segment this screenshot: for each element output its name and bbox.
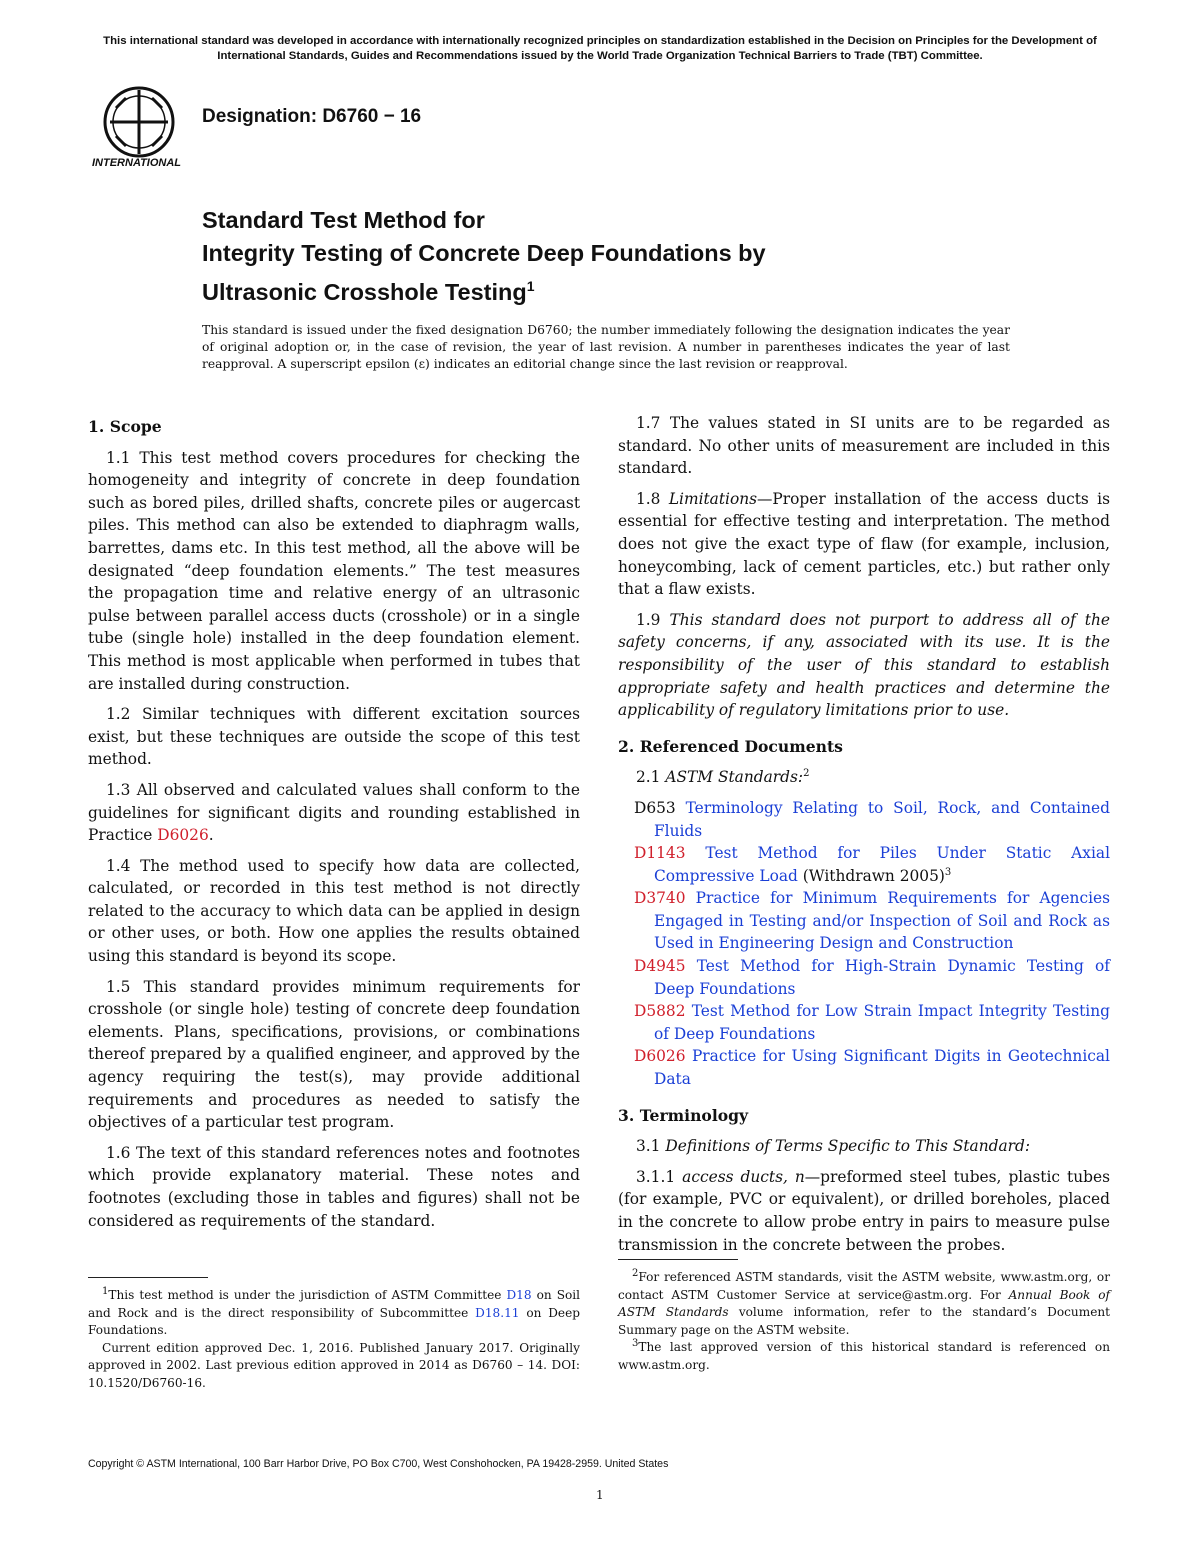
reference-title-link[interactable]: Practice for Minimum Requirements for Agencies Engaged in Testing and/or Inspection of Soil and Rock as Used in Engineering Design and Construction <box>654 889 1110 953</box>
paragraph-1-9 <box>618 609 1110 722</box>
paragraph-3-1-num: 3.1 <box>636 1137 666 1156</box>
footnote-1 <box>88 1287 580 1340</box>
top-notice: This international standard was developed in accordance with internationally recognized principles on standardization established in the Decision on Principles for the Development of International Standards, Guides and Recommendations issued by the World Trade Organization Technical Barriers to Trade (TBT) Committee. <box>103 35 1097 62</box>
paragraph-1-1: 1.1 This test method covers procedures for checking the homogeneity and integrity of concrete in deep foundation such as bored piles, drilled shafts, concrete piles or augercast piles. This method can also be extended to diaphragm walls, barrettes, dams etc. In this test method, all the above will be designated “deep foundation elements.” The test measures the propagation time and relative energy of an ultrasonic pulse between parallel access ducts (crosshole) or in a single tube (single hole) installed in the deep foundation element. This method is most applicable when performed in tubes that are installed during construction. <box>88 448 580 693</box>
footnote-1-mark: 1 <box>102 1285 109 1297</box>
footnotes-left <box>88 1287 580 1392</box>
footnote-1-text-a: This test method is under the jurisdiction of ASTM Committee <box>108 1288 507 1302</box>
paragraph-3-1-1 <box>618 1166 1110 1256</box>
reference-title-link[interactable]: Practice for Using Significant Digits in Geotechnical Data <box>654 1047 1110 1089</box>
paragraph-1-7: 1.7 The values stated in SI units are to be regarded as standard. No other units of measurement are included in this standard. <box>618 414 1110 478</box>
limitations-label: Limitations <box>668 489 758 508</box>
paragraph-1-2: 1.2 Similar techniques with different excitation sources exist, but these techniques are outside the scope of this test method. <box>88 705 580 769</box>
link-d6026[interactable]: D6026 <box>157 826 209 845</box>
paragraph-2-1-num: 2.1 <box>636 768 666 787</box>
left-column <box>88 412 580 1240</box>
reference-footnote-mark: 3 <box>944 866 952 878</box>
reference-item <box>618 887 1110 955</box>
reference-code[interactable]: D4945 <box>634 957 686 976</box>
reference-item <box>618 842 1110 887</box>
right-column <box>618 412 1110 1264</box>
title-footnote-mark: 1 <box>526 278 535 294</box>
astm-logo <box>86 86 192 170</box>
footnote-1-edition: Current edition approved Dec. 1, 2016. Published January 2017. Originally approved in 2002. Last previous edition approved in 2014 as D6760 – 14. DOI: 10.1520/D6760-16. <box>88 1340 580 1390</box>
reference-title-link[interactable]: Test Method for High-Strain Dynamic Testing of Deep Foundations <box>654 957 1110 998</box>
footnote-3-text: The last approved version of this historical standard is referenced on www.astm.org. <box>618 1340 1110 1372</box>
footnote-rule-right <box>618 1259 738 1260</box>
reference-item <box>618 955 1110 1000</box>
title-line-1: Standard Test Method for <box>202 207 485 233</box>
title-line-2: Integrity Testing of Concrete Deep Foundations by <box>202 240 766 266</box>
paragraph-1-5: 1.5 This standard provides minimum requirements for crosshole (or single hole) testing of concrete deep foundation elements. Plans, specifications, provisions, or combinations thereof prepared by a qualified engineer, and approved by the agency requiring the test(s), may provide additional requirements and procedures as needed to satisfy the objectives of a particular test program. <box>88 977 580 1132</box>
astm-logo-icon <box>86 86 192 170</box>
scope-heading: 1. Scope <box>88 417 162 436</box>
reference-code[interactable]: D6026 <box>634 1047 686 1066</box>
title-line-3 <box>202 270 1022 309</box>
designation: Designation: D6760 − 16 <box>202 106 422 127</box>
astm-standards-label: ASTM Standards: <box>665 768 804 787</box>
term-access-ducts: access ducts, n <box>682 1167 805 1186</box>
footnote-1-text-b: on Soil and Rock and is the direct responsibility of Subcommittee <box>88 1288 581 1320</box>
reference-title-link[interactable]: Test Method for Low Strain Impact Integrity Testing of Deep Foundations <box>654 1002 1110 1043</box>
title-line-3-text: Ultrasonic Crosshole Testing <box>202 278 527 305</box>
link-d18[interactable]: D18 <box>506 1288 532 1302</box>
footnote-3 <box>618 1339 1110 1374</box>
reference-suffix: (Withdrawn 2005) <box>797 866 945 885</box>
reference-title-link[interactable]: Test Method for Piles Under Static Axial Compressive Load <box>654 844 1110 885</box>
copyright-line: Copyright © ASTM International, 100 Barr Harbor Drive, PO Box C700, West Conshohocken, PA 19428-2959. United States <box>88 1458 669 1470</box>
paragraph-3-1-1-num: 3.1.1 <box>636 1167 683 1186</box>
reference-item <box>618 1000 1110 1045</box>
footnote-2-text-a: For referenced ASTM standards, visit the ASTM website, www.astm.org, or contact ASTM Customer Service at service@astm.org. For <box>618 1270 1110 1302</box>
reference-code[interactable]: D5882 <box>634 1002 686 1021</box>
footnote-3-mark: 3 <box>632 1337 639 1349</box>
page-number: 1 <box>596 1488 604 1502</box>
paragraph-1-8-num: 1.8 <box>636 489 669 508</box>
paragraph-1-6: 1.6 The text of this standard references notes and footnotes which provide explanatory material. These notes and footnotes (excluding those in tables and figures) shall not be considered as requirements of the standard. <box>88 1143 580 1230</box>
reference-item <box>618 797 1110 842</box>
definitions-label: Definitions of Terms Specific to This Standard: <box>665 1137 1031 1156</box>
paragraph-1-9-text: This standard does not purport to address all of the safety concerns, if any, associated with its use. It is the responsibility of the user of this standard to establish appropriate safety and health practices and determine the applicability of regulatory limitations prior to use. <box>618 610 1110 720</box>
reference-item <box>618 1045 1110 1090</box>
paragraph-3-1-1-text: —preformed steel tubes, plastic tubes (for example, PVC or equivalent), or drilled boreholes, placed in the concrete to allow probe entry in pairs to measure pulse transmission in the concrete between the probes. <box>618 1167 1110 1254</box>
footnote-1-text-c: on Deep Foundations. <box>88 1305 580 1337</box>
footnote-2-mark-bottom: 2 <box>632 1267 639 1279</box>
document-title <box>202 204 1022 309</box>
paragraph-1-8 <box>618 488 1110 601</box>
reference-title-link[interactable]: Terminology Relating to Soil, Rock, and Contained Fluids <box>654 798 1110 840</box>
paragraph-3-1 <box>618 1135 1110 1158</box>
paragraph-1-4: 1.4 The method used to specify how data are collected, calculated, or recorded in this test method is not directly related to the accuracy to which data can be applied in design or other uses, or both. How one applies the results obtained using this standard is beyond its scope. <box>88 856 580 966</box>
paragraph-2-1 <box>618 766 1110 789</box>
paragraph-1-3-end: . <box>208 826 214 845</box>
footnote-2-italic: Annual Book of ASTM Standards <box>618 1287 1110 1319</box>
referenced-documents-heading: 2. Referenced Documents <box>618 736 843 756</box>
logo-wordmark: INTERNATIONAL <box>92 157 182 169</box>
footnote-2-mark: 2 <box>803 768 810 780</box>
paragraph-1-9-num: 1.9 <box>636 610 670 629</box>
footnote-rule-left <box>88 1277 208 1278</box>
footnotes-right <box>618 1269 1110 1374</box>
paragraph-1-3 <box>88 779 580 847</box>
link-d18-11[interactable]: D18.11 <box>475 1305 520 1320</box>
paragraph-1-3-text: 1.3 All observed and calculated values shall conform to the guidelines for significant digits and rounding established in Practice <box>88 780 580 845</box>
reference-code[interactable]: D1143 <box>634 844 686 863</box>
reference-code[interactable]: D653 <box>634 798 676 817</box>
footnote-2-text-b: volume information, refer to the standard’s Document Summary page on the ASTM website. <box>618 1305 1110 1337</box>
reference-list <box>618 797 1110 1091</box>
issue-note: This standard is issued under the fixed designation D6760; the number immediately following the designation indicates the year of original adoption or, in the case of revision, the year of last revision. A number in parentheses indicates the year of last reapproval. A superscript epsilon (ε) indicates an editorial change since the last revision or reapproval. <box>202 323 1010 371</box>
terminology-heading: 3. Terminology <box>618 1105 749 1125</box>
paragraph-1-8-text: —Proper installation of the access ducts is essential for effective testing and interpretation. The method does not give the exact type of flaw (for example, inclusion, honeycombing, lack of cement particles, etc.) but rather only that a flaw exists. <box>618 489 1110 599</box>
footnote-2 <box>618 1269 1110 1339</box>
reference-code[interactable]: D3740 <box>634 889 686 908</box>
